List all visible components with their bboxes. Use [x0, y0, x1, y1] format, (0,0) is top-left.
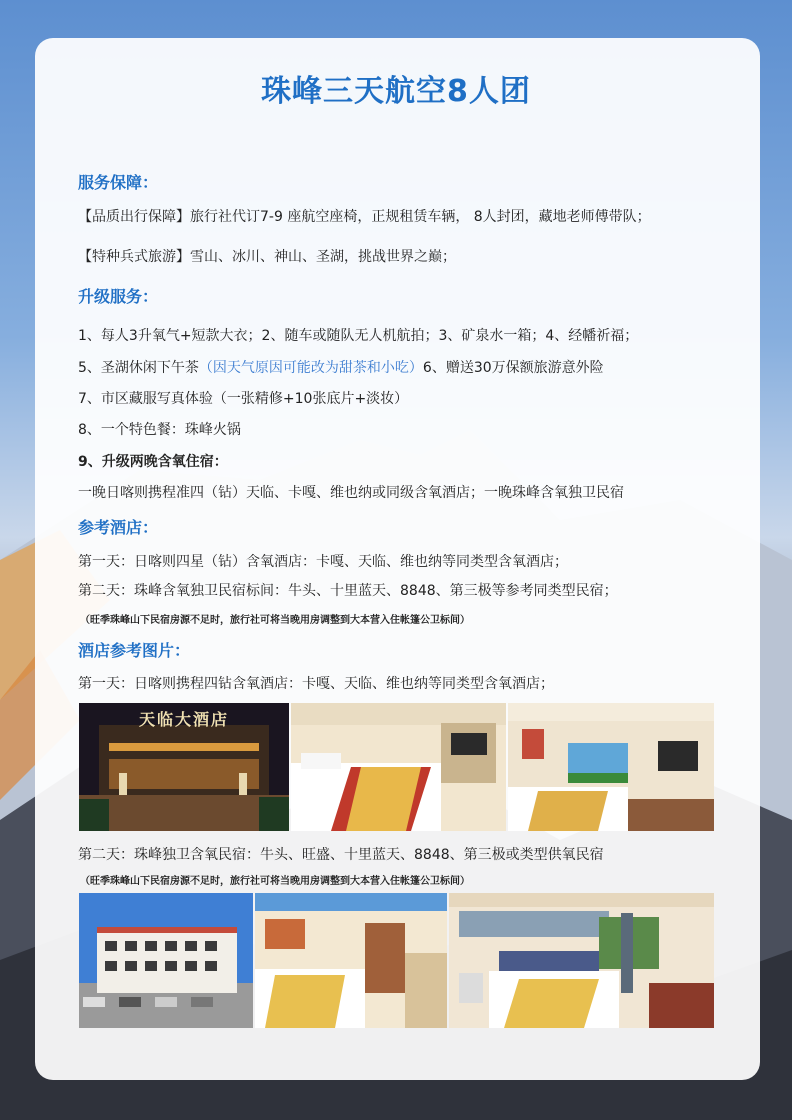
- photos-day2: 第二天：珠峰独卫含氧民宿：牛头、旺盛、十里蓝天、8848、第三极或类型供氧民宿: [78, 847, 604, 863]
- guesthouse-room-photo-2: [449, 893, 714, 1028]
- hotel-sign: 天临大酒店: [138, 710, 229, 729]
- page-title: 珠峰三天航空8人团: [261, 74, 531, 109]
- upgrade-line-6: 一晚日喀则携程准四（钻）天临、卡嘎、维也纳或同级含氧酒店；一晚珠峰含氧独卫民宿: [78, 485, 624, 501]
- upgrade-line-1: 1、每人3升氧气+短款大衣；2、随车或随队无人机航拍；3、矿泉水一箱；4、经幡祈福；: [78, 328, 639, 344]
- upgrade-line-3: 7、市区藏服写真体验（一张精修+10张底片+淡妆）: [78, 391, 409, 407]
- upgrade-line-2-c: 6、赠送30万保额旅游意外险: [422, 360, 604, 376]
- hotel-note: （旺季珠峰山下民宿房源不足时，旅行社可将当晚用房调整到大本营入住帐篷公卫标间）: [80, 615, 470, 626]
- service-line-special: 【特种兵式旅游】雪山、冰川、神山、圣湖，挑战世界之巅；: [78, 249, 456, 265]
- upgrade-line-2: [78, 357, 604, 377]
- hotel-room-photo-1: [291, 703, 506, 831]
- service-line-quality: 【品质出行保障】旅行社代订7-9 座航空座椅，正规租赁车辆， 8人封团，藏地老师傅带队；: [78, 209, 651, 225]
- guesthouse-room-photo-1: [255, 893, 447, 1028]
- hotel-day2: 第二天：珠峰含氧独卫民宿标间：牛头、十里蓝天、8848、第三极等参考同类型民宿；: [78, 583, 618, 599]
- hotel-day1: 第一天：日喀则四星（钻）含氧酒店：卡嘎、天临、维也纳等同类型含氧酒店；: [78, 554, 568, 570]
- hotel-heading: 参考酒店：: [78, 518, 159, 537]
- upgrade-line-2-a: 5、圣湖休闲下午茶: [78, 360, 199, 376]
- hotel-exterior-photo: [79, 703, 289, 831]
- service-heading: 服务保障：: [78, 173, 159, 192]
- upgrade-line-2-note: （因天气原因可能改为甜茶和小吃）: [198, 360, 423, 376]
- guesthouse-exterior-photo: [79, 893, 253, 1028]
- photos-heading: 酒店参考图片：: [78, 641, 191, 660]
- upgrade-line-5: 9、升级两晚含氧住宿：: [78, 454, 228, 470]
- upgrade-line-4: 8、一个特色餐：珠峰火锅: [78, 422, 241, 438]
- upgrade-heading: 升级服务：: [78, 287, 159, 306]
- hotel-room-photo-2: [508, 703, 714, 831]
- photos-day1: 第一天：日喀则携程四钻含氧酒店：卡嘎、天临、维也纳等同类型含氧酒店；: [78, 676, 554, 692]
- photos-note: （旺季珠峰山下民宿房源不足时，旅行社可将当晚用房调整到大本营入住帐篷公卫标间）: [80, 876, 470, 887]
